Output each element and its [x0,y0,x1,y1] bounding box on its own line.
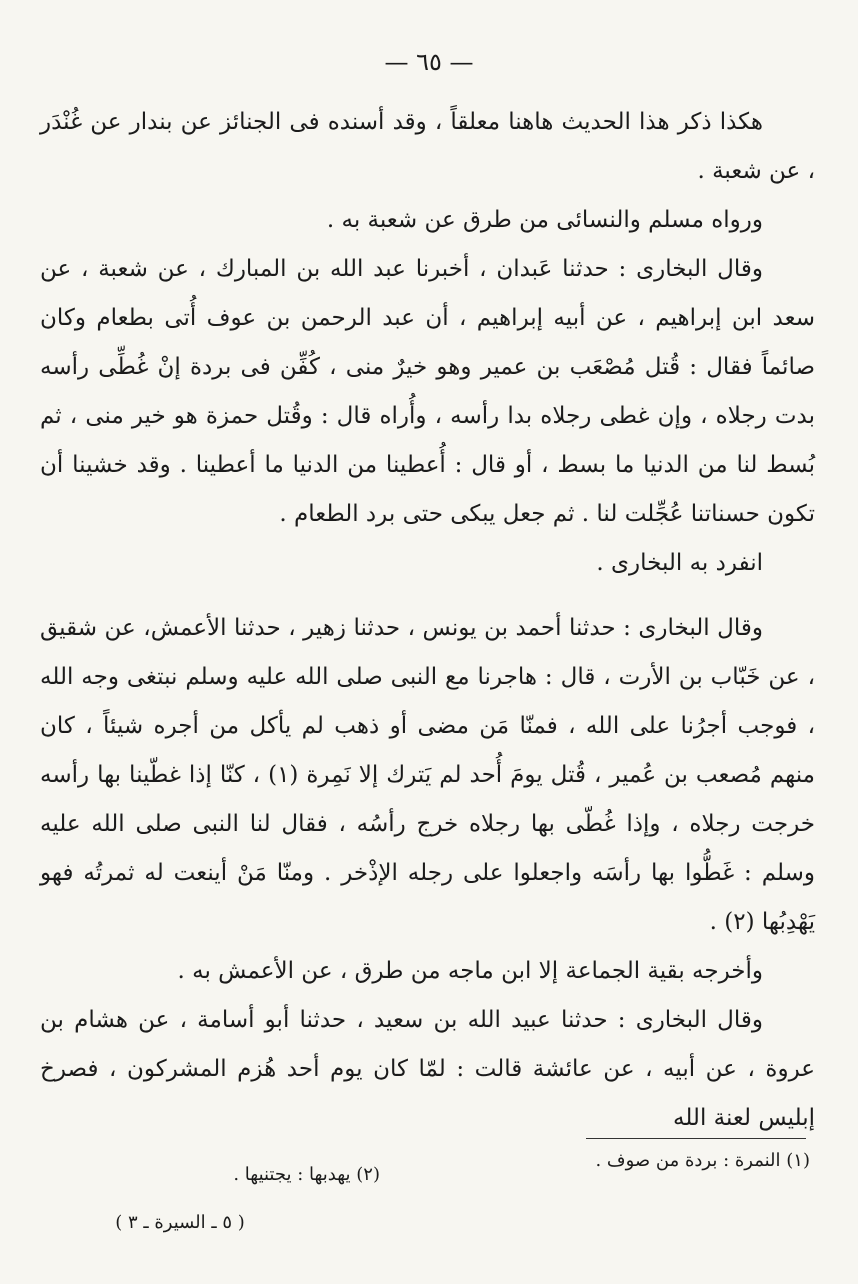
paragraph-1: هكذا ذكر هذا الحديث هاهنا معلقاً ، وقد أسنده فى الجنائز عن بندار عن غُنْدَر ، عن شعبة . [40,109,815,184]
page-number: — ٦٥ — [384,48,474,76]
footnote-2: (٢) يهدبها : يجتنيها . [233,1164,380,1185]
paragraph-3: وقال البخارى : حدثنا عَبدان ، أخبرنا عبد الله بن المبارك ، عن شعبة ، عن سعد ابن إبراهيم ، عن أبيه إبراهيم ، أن عبد الرحمن بن عوف أُتى بطعام وكان صائماً فقال : قُتل مُصْعَب بن عمير وهو خيرٌ منى ، كُفِّن فى بردة إنْ غُطِّى رأسه بدت رجلاه ، وإن غطى رجلاه بدا رأسه ، وأُراه قال : وقُتل حمزة هو خير منى ، ثم بُسط لنا من الدنيا ما بسط ، أو قال : أُعطينا من الدنيا ما أعطينا . وقد خشينا أن تكون حسناتنا عُجِّلت لنا . ثم جعل يبكى حتى برد الطعام . [40,256,815,527]
footnotes [60,1150,810,1184]
paragraph-5: وقال البخارى : حدثنا أحمد بن يونس ، حدثنا زهير ، حدثنا الأعمش، عن شقيق ، عن خَبّاب بن الأرت ، قال : هاجرنا مع النبى صلى الله عليه وسلم نبتغى وجه الله ، فوجب أجرُنا على الله ، فمنّا مَن مضى أو ذهب لم يأكل من أجره شيئاً ، كان منهم مُصعب بن عُمير ، قُتل يومَ أُحد لم يَترك إلا نَمِرة (١) ، كنّا إذا غطّينا بها رأسه خرجت رجلاه ، وإذا غُطّى بها رجلاه خرج رأسُه ، فقال لنا النبى صلى الله عليه وسلم : غَطُّوا بها رأسَه واجعلوا على رجله الإذْخر . ومنّا مَنْ أينعت له ثمرتُه فهو يَهْدِبُها (٢) . [40,615,815,935]
signature-mark: ( ٥ ـ السيرة ـ ٣ ) [115,1212,245,1233]
body-text [40,98,815,1143]
footnote-1: (١) النمرة : بردة من صوف . [595,1150,810,1171]
paragraph-7: وقال البخارى : حدثنا عبيد الله بن سعيد ، حدثنا أبو أسامة ، عن هشام بن عروة ، عن أبيه ، عن عائشة قالت : لمّا كان يوم أحد هُزم المشركون ، فصرخ إبليس لعنة الله [40,1007,815,1131]
paragraph-4: انفرد به البخارى . [596,550,763,576]
paragraph-2: ورواه مسلم والنسائى من طرق عن شعبة به . [326,207,763,233]
paragraph-6: وأخرجه بقية الجماعة إلا ابن ماجه من طرق ، عن الأعمش به . [177,958,763,984]
footnote-divider [586,1138,806,1139]
